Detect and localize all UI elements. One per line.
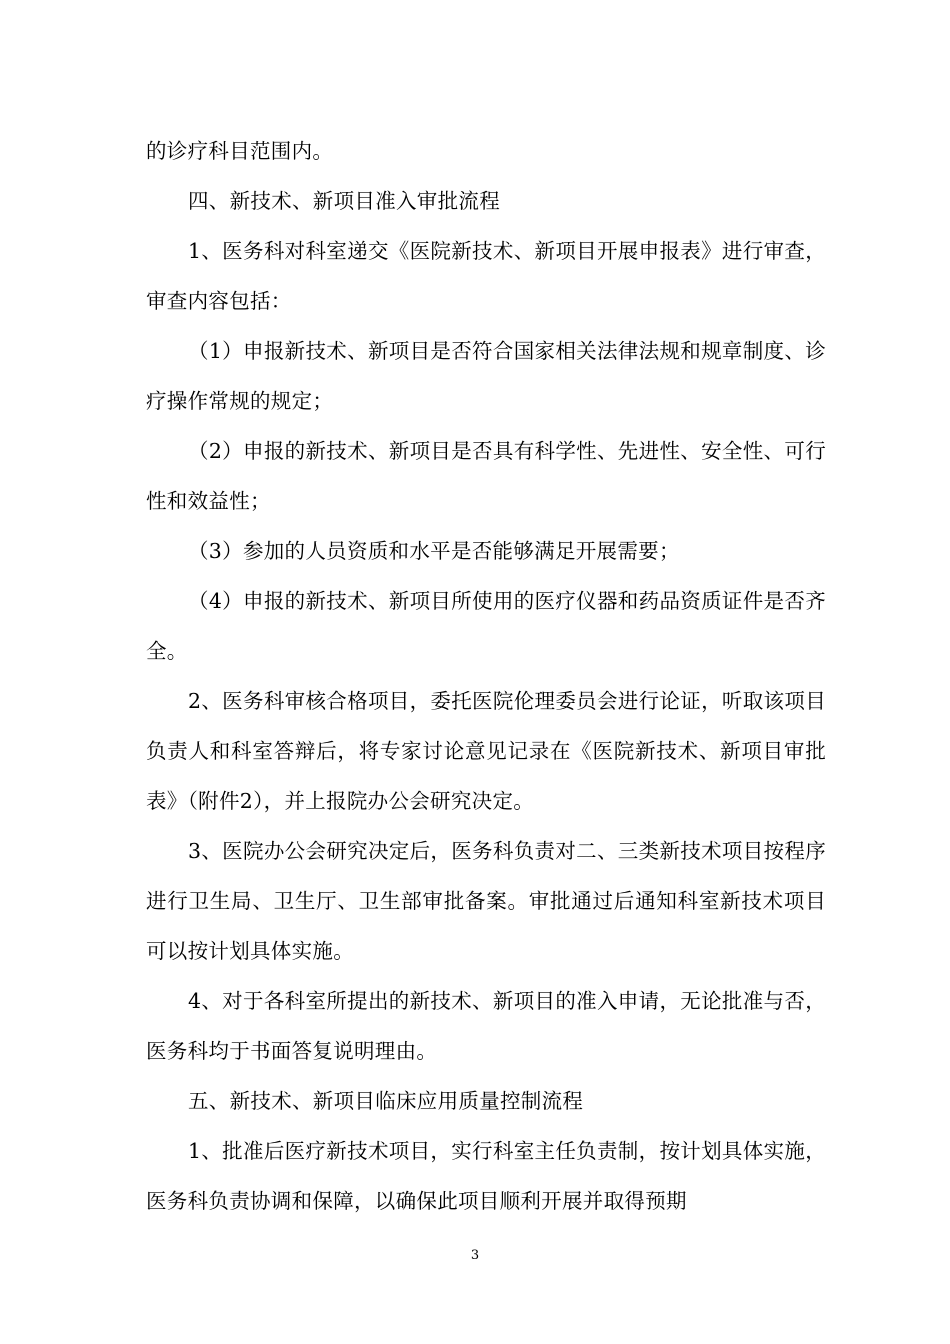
page-number: 3 xyxy=(470,1248,480,1263)
paragraph-subitem-4: （4）申报的新技术、新项目所使用的医疗仪器和药品资质证件是否齐全。 xyxy=(146,589,826,663)
paragraph-continuation: 的诊疗科目范围内。 xyxy=(146,139,334,163)
paragraph-section5-item-1: 1、批准后医疗新技术项目，实行科室主任负责制，按计划具体实施，医务科负责协调和保障，以确保此项目顺利开展并取得预期 xyxy=(146,1139,826,1213)
paragraph-subitem-1: （1）申报新技术、新项目是否符合国家相关法律法规和规章制度、诊疗操作常规的规定； xyxy=(146,339,826,413)
paragraph-item-3: 3、医院办公会研究决定后，医务科负责对二、三类新技术项目按程序进行卫生局、卫生厅、卫生部审批备案。审批通过后通知科室新技术项目可以按计划具体实施。 xyxy=(146,839,826,963)
paragraph-item-4: 4、对于各科室所提出的新技术、新项目的准入申请，无论批准与否，医务科均于书面答复说明理由。 xyxy=(146,989,826,1063)
paragraph-item-1: 1、医务科对科室递交《医院新技术、新项目开展申报表》进行审查，审查内容包括： xyxy=(146,239,826,313)
paragraph-subitem-2: （2）申报的新技术、新项目是否具有科学性、先进性、安全性、可行性和效益性； xyxy=(146,439,826,513)
paragraph-item-2: 2、医务科审核合格项目，委托医院伦理委员会进行论证，听取该项目负责人和科室答辩后，将专家讨论意见记录在《医院新技术、新项目审批表》（附件2），并上报院办公会研究决定。 xyxy=(146,689,826,813)
section-heading-4: 四、新技术、新项目准入审批流程 xyxy=(188,189,500,213)
section-heading-5: 五、新技术、新项目临床应用质量控制流程 xyxy=(188,1089,584,1113)
document-body xyxy=(146,126,826,1226)
paragraph-subitem-3: （3）参加的人员资质和水平是否能够满足开展需要； xyxy=(188,539,680,563)
